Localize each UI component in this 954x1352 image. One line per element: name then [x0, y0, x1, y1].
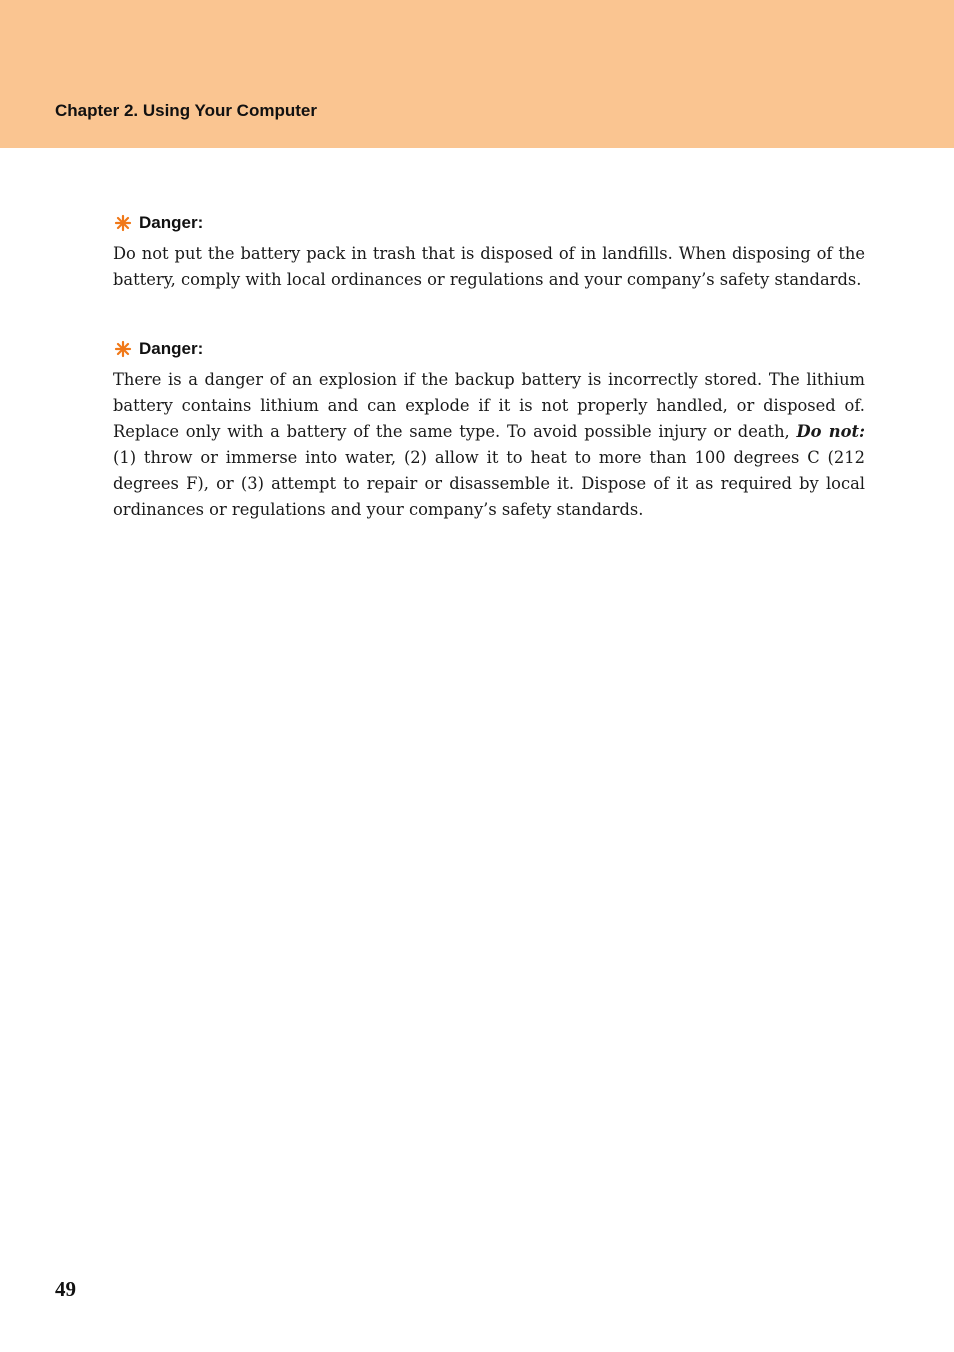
do-not-emphasis: Do not:: [796, 422, 865, 441]
danger-asterisk-icon: [114, 214, 132, 232]
danger-notice-text-part: (1) throw or immerse into water, (2) allow it to heat to more than 100 degrees C (212 degrees F), or (3) attempt to repair or disassemble it. Dispose of it as required by local ordinances or regulations and your company’s safety standards.: [113, 448, 865, 519]
danger-notice-text: [113, 367, 865, 523]
page-number: 49: [55, 1277, 76, 1301]
danger-notice-text: Do not put the battery pack in trash that is disposed of in landfills. When disposing of the battery, comply with local ordinances or regulations and your company’s safety standards.: [113, 244, 865, 289]
danger-notice-1: [113, 212, 865, 293]
danger-label: Danger:: [139, 213, 204, 232]
danger-notice-header: [113, 212, 865, 234]
danger-asterisk-icon: [114, 340, 132, 358]
danger-notice-header: [113, 338, 865, 360]
danger-label: Danger:: [139, 339, 204, 358]
chapter-header-band: [0, 0, 954, 148]
danger-notice-text-part: There is a danger of an explosion if the backup battery is incorrectly stored. The lithium battery contains lithium and can explode if it is not properly handled, or disposed of. Replace only with a battery of the same type. To avoid possible injury or death,: [113, 370, 865, 441]
danger-notice-2: [113, 338, 865, 523]
chapter-title: Chapter 2. Using Your Computer: [55, 101, 317, 120]
